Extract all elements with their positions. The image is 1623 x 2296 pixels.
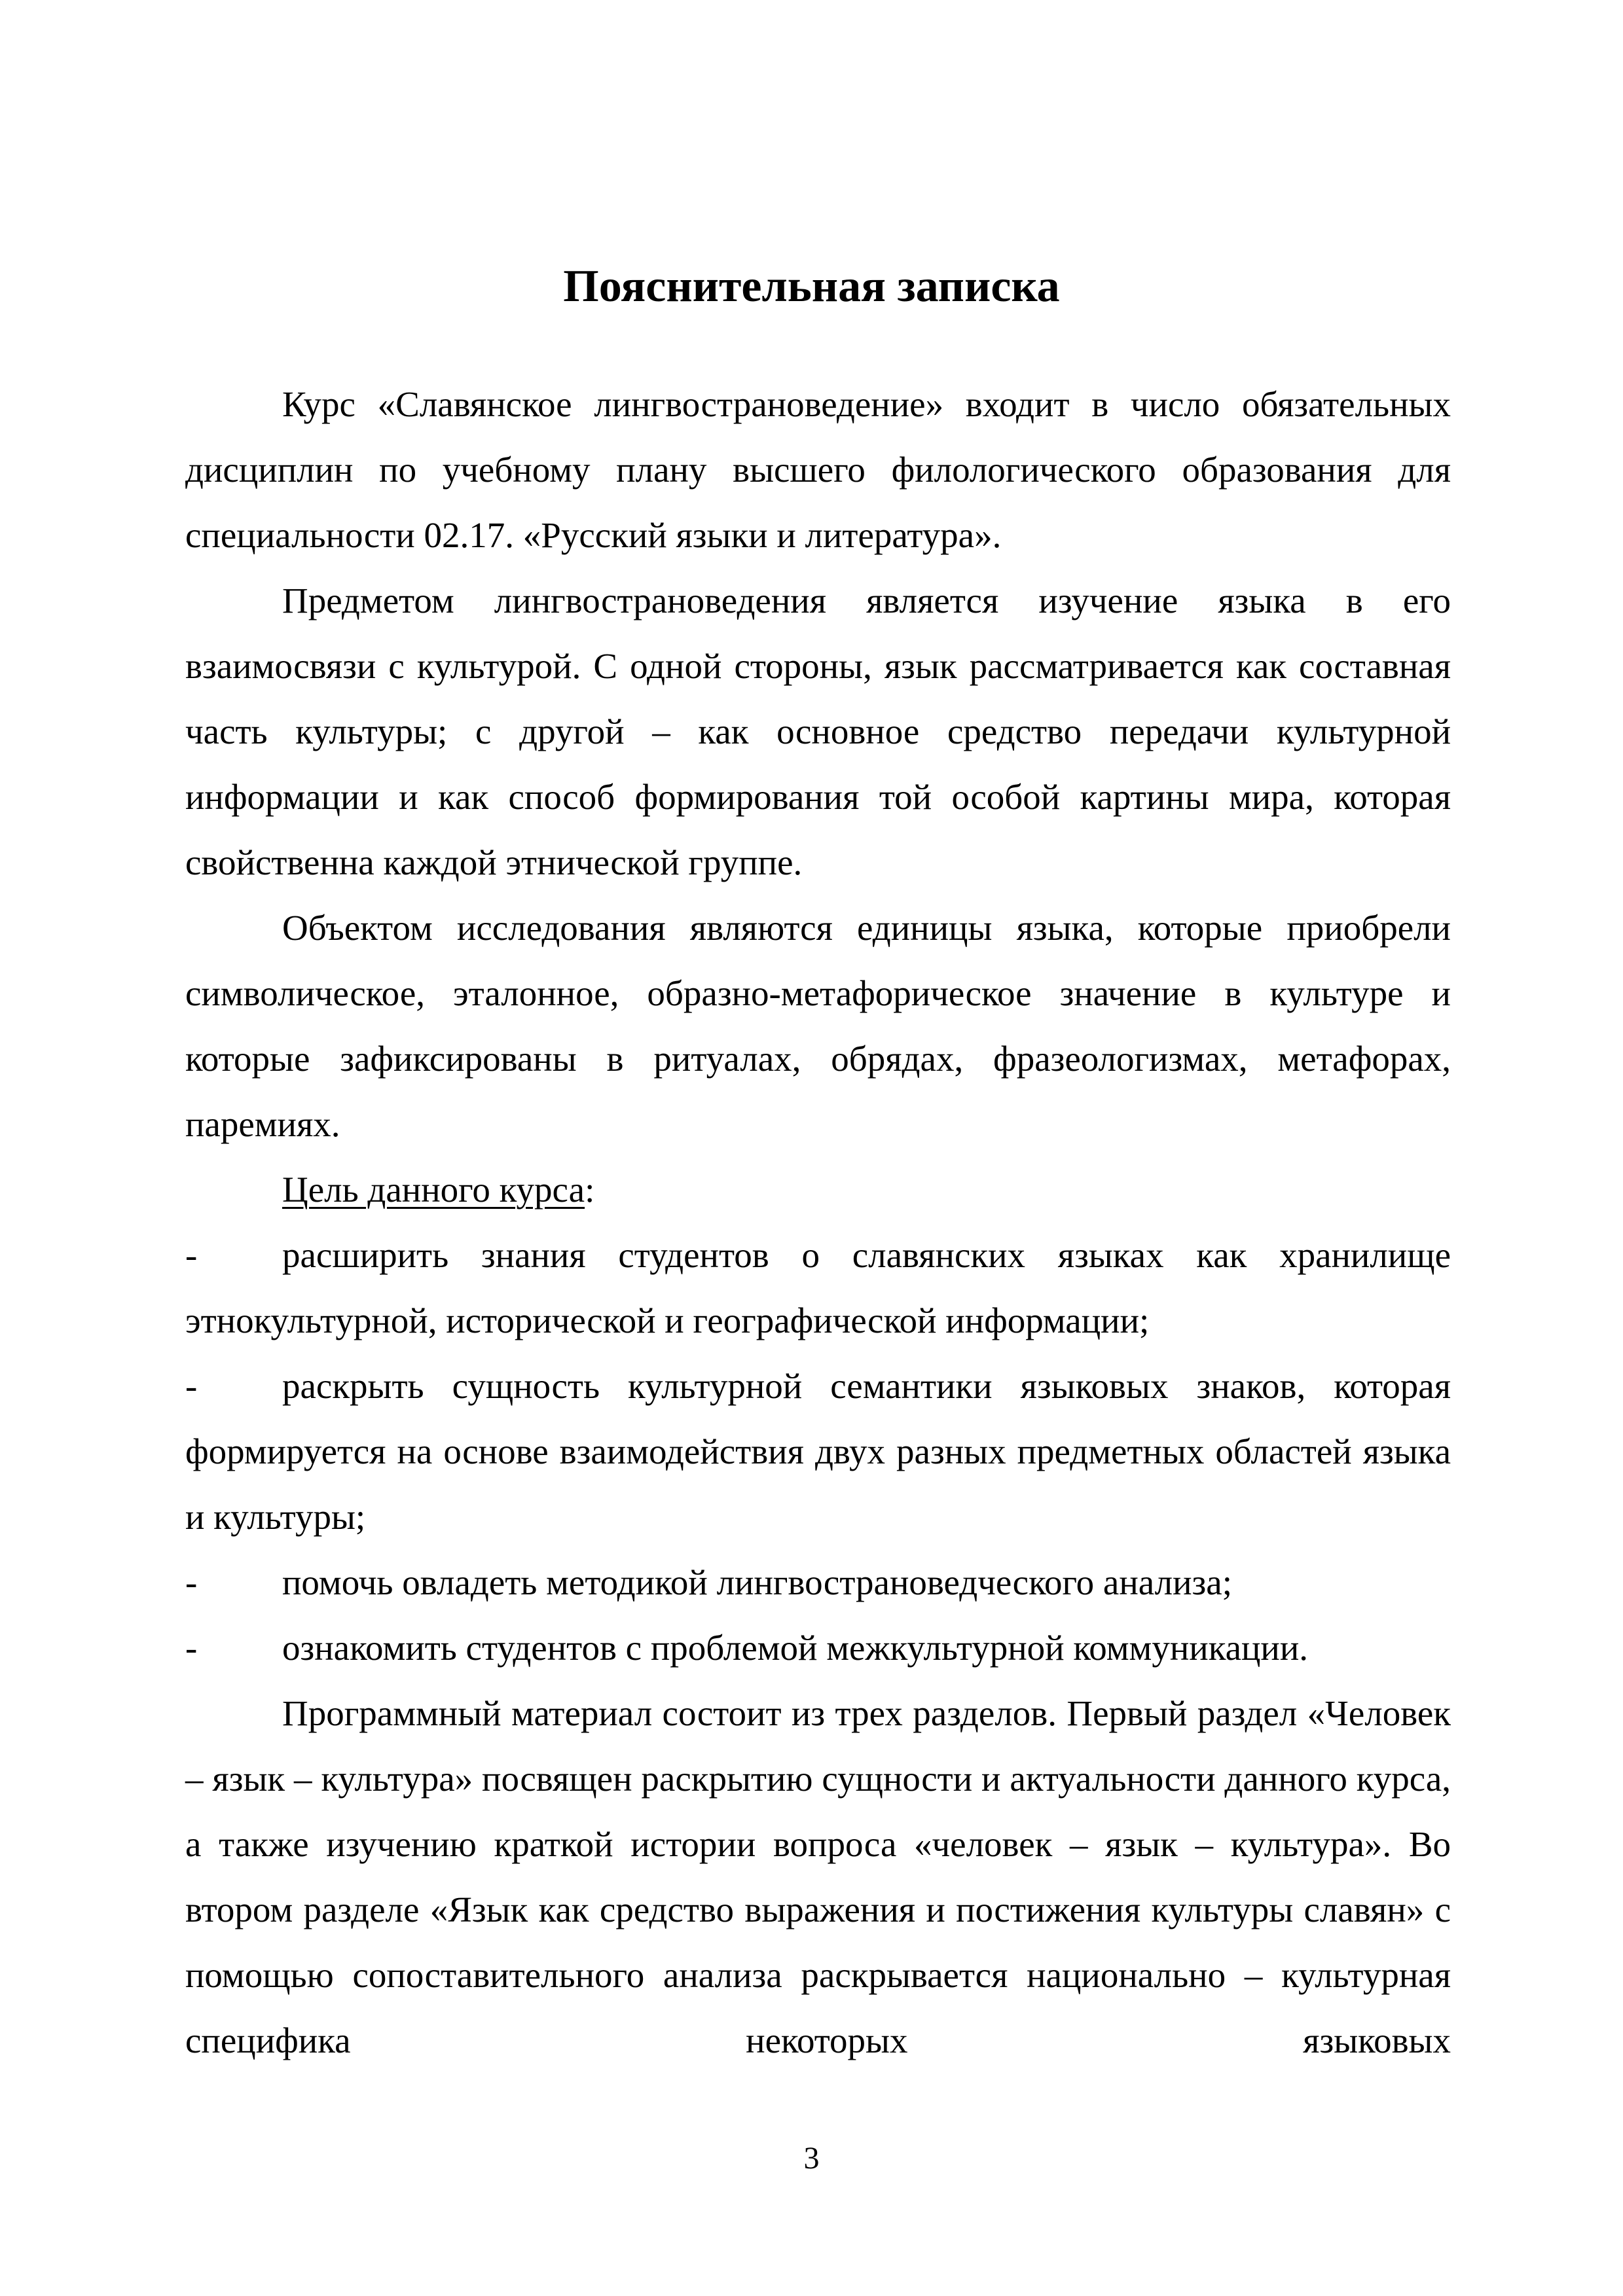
goal-heading xyxy=(185,1157,1451,1223)
paragraph-object: Объектом исследования являются единицы языка, которые приобрели символическое, эталонное, образно-метафорическое значение в культуре и которые зафиксированы в ритуалах, обрядах, фразеологизмах, метафорах, паремиях. xyxy=(185,908,1451,1144)
bullet-dash: - xyxy=(185,1628,198,1668)
goal-list-item xyxy=(185,1223,1451,1354)
paragraph-subject: Предметом лингвострановедения является изучение языка в его взаимосвязи с культурой. С одной стороны, язык рассматривается как составная часть культуры; с другой – как основное средство передачи культурной информации и как способ формирования той особой картины мира, которая свойственна каждой этнической группе. xyxy=(185,581,1451,882)
page-title: Пояснительная записка xyxy=(563,261,1060,312)
bullet-dash: - xyxy=(185,1235,198,1275)
goal-colon: : xyxy=(585,1170,595,1210)
goal-item-text: ознакомить студентов с проблемой межкультурной коммуникации. xyxy=(282,1628,1309,1668)
page-number: 3 xyxy=(803,2141,820,2176)
goal-label: Цель данного курса xyxy=(282,1170,585,1210)
paragraph-program-material: Программный материал состоит из трех разделов. Первый раздел «Человек – язык – культура» посвящен раскрытию сущности и актуальности данного курса, а также изучению краткой истории вопроса «человек – язык – культура». Во втором разделе «Язык как средство выражения и постижения культуры славян» с помощью сопоставительного анализа раскрывается национально – культурная специфика некоторых языковых xyxy=(185,1693,1451,2060)
goal-item-text: помочь овладеть методикой лингвострановедческого анализа; xyxy=(282,1562,1232,1602)
goal-list-item xyxy=(185,1615,1451,1681)
goal-list-item xyxy=(185,1550,1451,1615)
bullet-dash: - xyxy=(185,1366,198,1406)
document-body xyxy=(185,372,1451,2073)
goal-item-text: расширить знания студентов о славянских языках как хранилище этнокультурной, исторической и географической информации; xyxy=(185,1235,1451,1340)
bullet-dash: - xyxy=(185,1562,198,1602)
paragraph-course-intro: Курс «Славянское лингвострановедение» входит в число обязательных дисциплин по учебному плану высшего филологического образования для специальности 02.17. «Русский языки и литература». xyxy=(185,384,1451,555)
goal-item-text: раскрыть сущность культурной семантики языковых знаков, которая формируется на основе взаимодействия двух разных предметных областей языка и культуры; xyxy=(185,1366,1451,1537)
goal-list-item xyxy=(185,1354,1451,1550)
